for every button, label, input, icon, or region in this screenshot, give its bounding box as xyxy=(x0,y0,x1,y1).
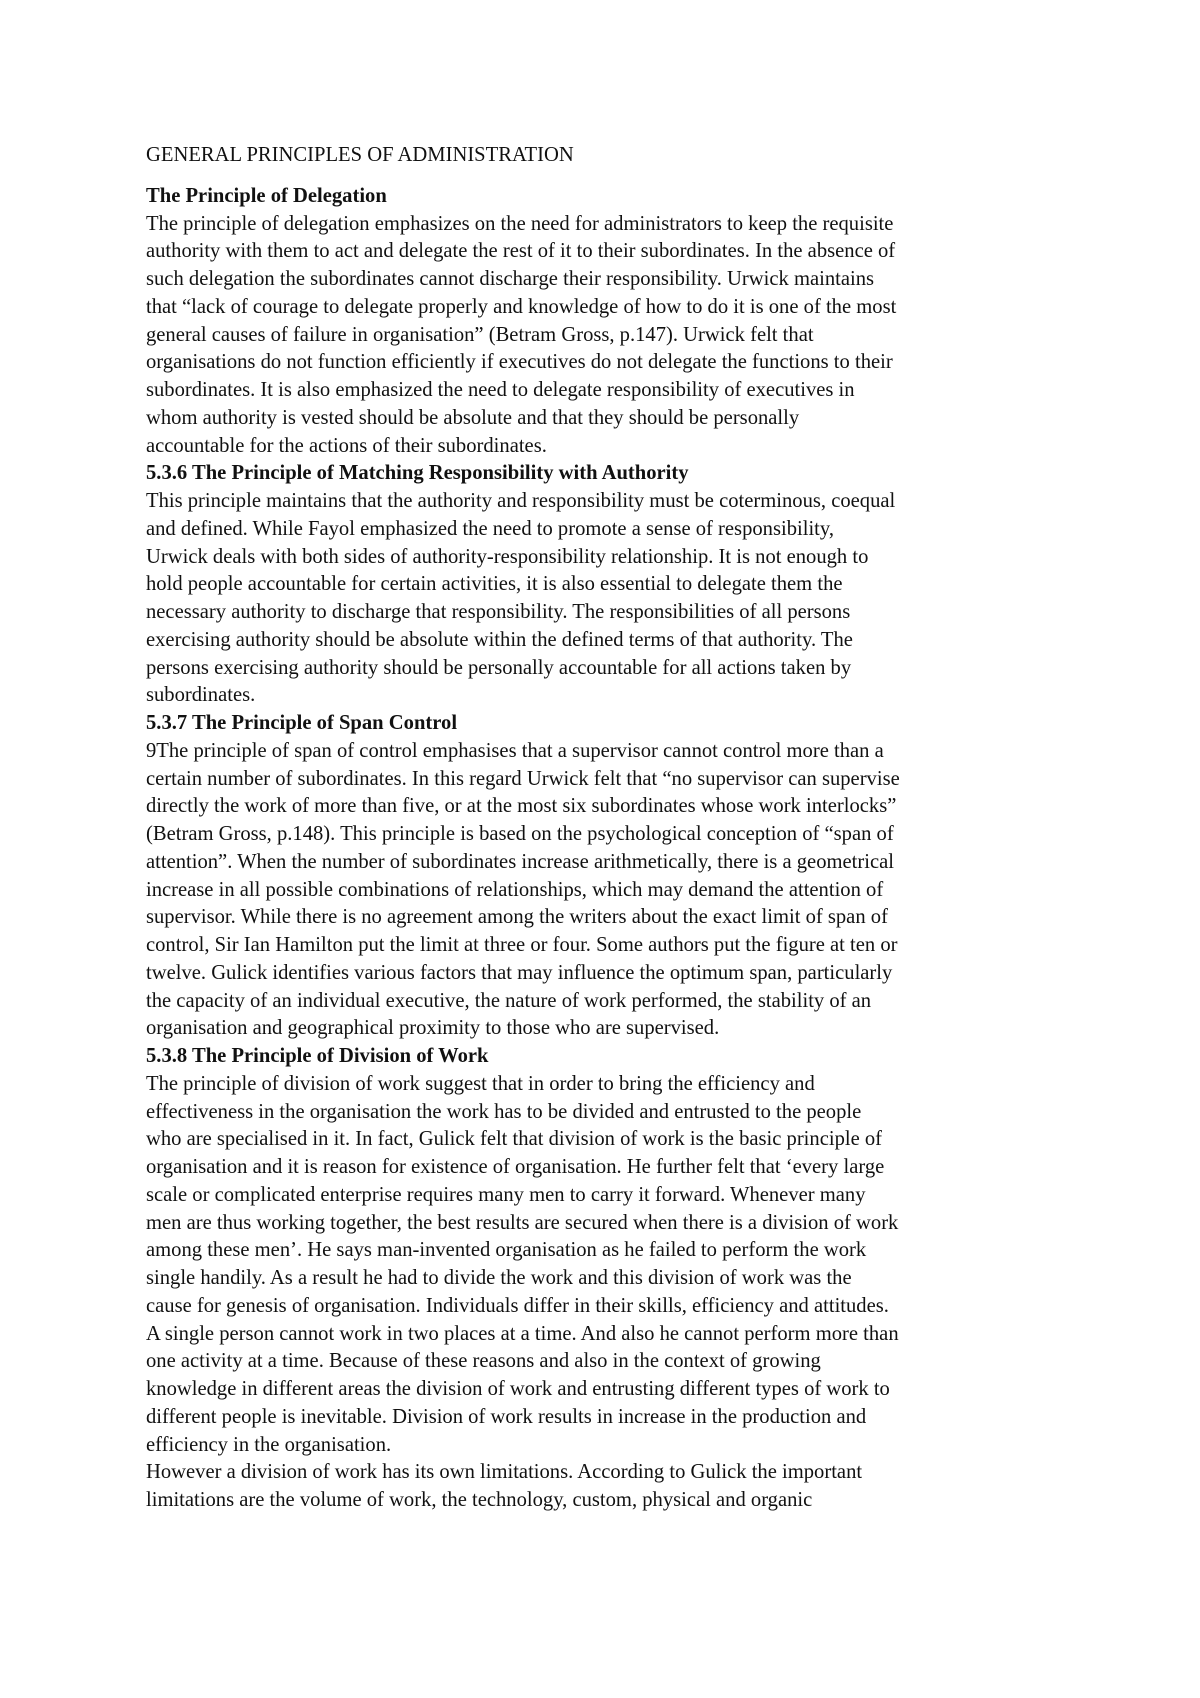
section-heading-matching-responsibility: 5.3.6 The Principle of Matching Responsibility with Authority xyxy=(146,462,689,485)
section-heading-division-of-work: 5.3.8 The Principle of Division of Work xyxy=(146,1045,489,1067)
closing-paragraph: However a division of work has its own limitations. According to Gulick the important limitations are the volume of work, the technology, custom, physical and organic xyxy=(146,1461,863,1511)
document-title: GENERAL PRINCIPLES OF ADMINISTRATION xyxy=(146,144,574,166)
section-body-delegation: The principle of delegation emphasizes on the need for administrators to keep the requisite authority with them to act and delegate the rest of it to their subordinates. In the absence of such delegation the subordinates cannot discharge their responsibility. Urwick maintains that “lack of courage to delegate properly and knowledge of how to do it is one of the most general causes of failure in organisation” (Betram Gross, p.147). Urwick felt that organisations do not function efficiently if executives do not delegate the functions to their subordinates. It is also emphasized the need to delegate responsibility of executives in whom authority is vested should be absolute and that they should be personally accountable for the actions of their subordinates. xyxy=(146,212,897,457)
document-page xyxy=(146,142,1046,1515)
section-heading-span-control: 5.3.7 The Principle of Span Control xyxy=(146,712,458,734)
section-body-division-of-work: The principle of division of work suggest that in order to bring the efficiency and effectiveness in the organisation the work has to be divided and entrusted to the people who are specialised in it. In fact, Gulick felt that division of work is the basic principle of organisation and it is reason for existence of organisation. He further felt that ‘every large scale or complicated enterprise requires many men to carry it forward. Whenever many men are thus working together, the best results are secured when there is a division of work among these men’. He says man-invented organisation as he failed to perform the work single handily. As a result he had to divide the work and this division of work was the cause for genesis of organisation. Individuals differ in their skills, efficiency and attitudes. A single person cannot work in two places at a time. And also he cannot perform more than one activity at a time. Because of these reasons and also in the context of growing knowledge in different areas the division of work and entrusting different types of work to different people is inevitable. Division of work results in increase in the production and efficiency in the organisation. xyxy=(146,1072,899,1456)
section-body-span-control: 9The principle of span of control emphasises that a supervisor cannot control more than a certain number of subordinates. In this regard Urwick felt that “no supervisor can supervise directly the work of more than five, or at the most six subordinates whose work interlocks” (Betram Gross, p.148). This principle is based on the psychological conception of “span of attention”. When the number of subordinates increase arithmetically, there is a geometrical increase in all possible combinations of relationships, which may demand the attention of supervisor. While there is no agreement among the writers about the exact limit of span of control, Sir Ian Hamilton put the limit at three or four. Some authors put the figure at ten or twelve. Gulick identifies various factors that may influence the optimum span, particularly the capacity of an individual executive, the nature of work performed, the stability of an organisation and geographical proximity to those who are supervised. xyxy=(146,739,900,1040)
section-body-matching-responsibility: This principle maintains that the authority and responsibility must be coterminous, coequal and defined. While Fayol emphasized the need to promote a sense of responsibility, Urwick deals with both sides of authority-responsibility relationship. It is not enough to hold people accountable for certain activities, it is also essential to delegate them the necessary authority to discharge that responsibility. The responsibilities of all persons exercising authority should be absolute within the defined terms of that authority. The persons exercising authority should be personally accountable for all actions taken by subordinates. xyxy=(146,490,896,707)
section-heading-delegation: The Principle of Delegation xyxy=(146,184,387,207)
